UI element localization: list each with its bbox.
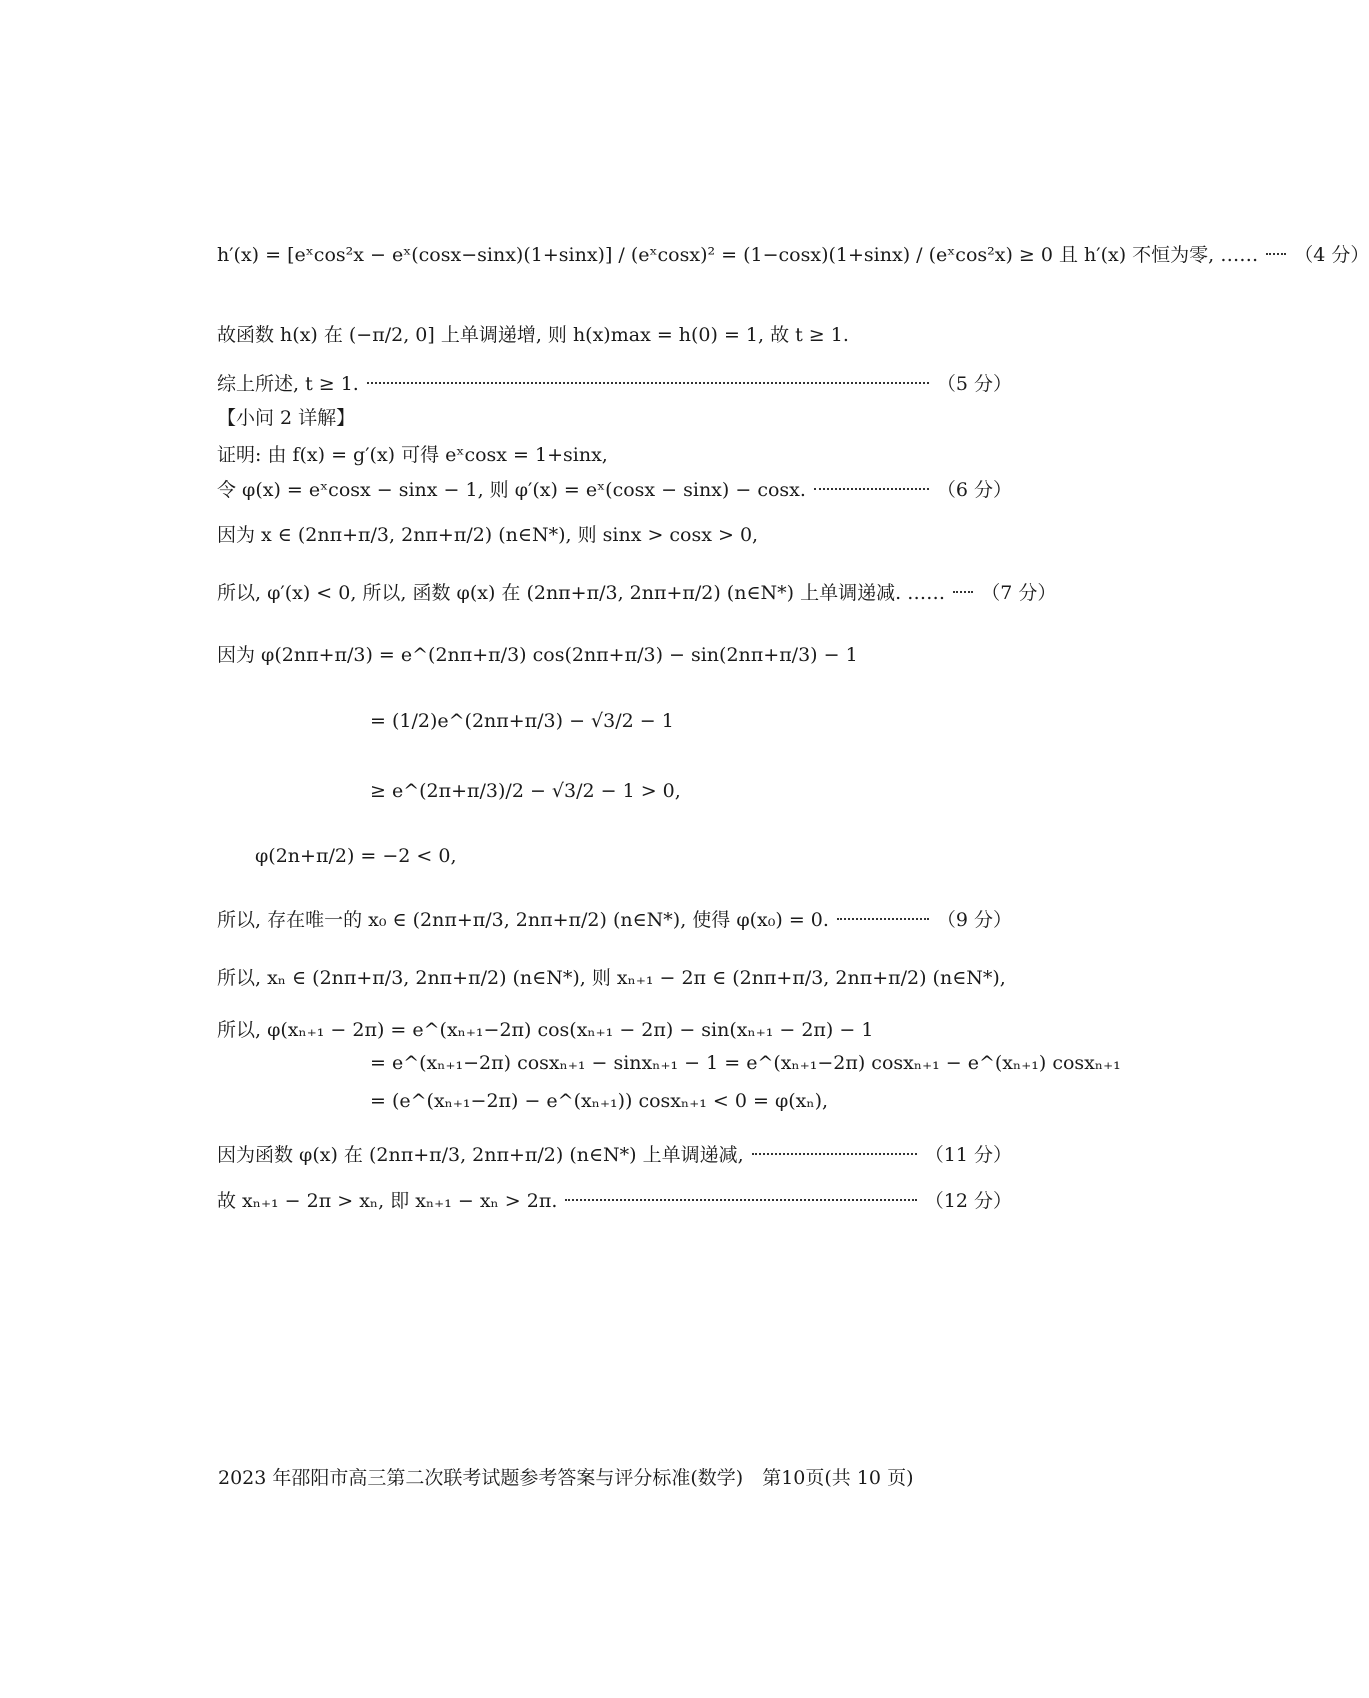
line-text: 故 xₙ₊₁ − 2π > xₙ, 即 xₙ₊₁ − xₙ > 2π. <box>217 1190 558 1212</box>
score-label: （11 分） <box>924 1144 1012 1166</box>
leader-dots <box>367 382 929 384</box>
heading-text: 【小问 2 详解】 <box>217 407 356 429</box>
line-interval-x <box>217 520 1012 547</box>
line-text: = (e^(xₙ₊₁−2π) − e^(xₙ₊₁)) cosxₙ₊₁ < 0 = φ(xₙ), <box>370 1090 829 1112</box>
line-text: 因为 x ∈ (2nπ+π/3, 2nπ+π/2) (n∈N*), 则 sinx > cosx > 0, <box>217 524 759 546</box>
score-label: （12 分） <box>924 1190 1012 1212</box>
line-text: = e^(xₙ₊₁−2π) cosxₙ₊₁ − sinxₙ₊₁ − 1 = e^(xₙ₊₁−2π) cosxₙ₊₁ − e^(xₙ₊₁) cosxₙ₊₁ <box>370 1052 1121 1074</box>
line-phi-shift <box>217 1015 1012 1042</box>
line-text: 所以, xₙ ∈ (2nπ+π/3, 2nπ+π/2) (n∈N*), 则 xₙ₊₁ − 2π ∈ (2nπ+π/3, 2nπ+π/2) (n∈N*), <box>217 967 1006 989</box>
leader-dots <box>953 591 973 593</box>
line-text: 因为 φ(2nπ+π/3) = e^(2nπ+π/3) cos(2nπ+π/3) − sin(2nπ+π/3) − 1 <box>217 644 858 666</box>
line-define-phi <box>217 475 1012 502</box>
line-phi-shift-expanded <box>370 1052 1121 1074</box>
line-text: ≥ e^(2π+π/3)/2 − √3/2 − 1 > 0, <box>370 780 681 802</box>
line-phi-right-negative <box>255 845 1050 867</box>
line-text: 因为函数 φ(x) 在 (2nπ+π/3, 2nπ+π/2) (n∈N*) 上单调递减, <box>217 1144 744 1166</box>
line-phi-shift-result <box>370 1090 1010 1112</box>
line-derivative-h <box>217 240 1369 267</box>
line-text: 综上所述, t ≥ 1. <box>217 373 359 395</box>
leader-dots <box>752 1153 917 1155</box>
line-text: 令 φ(x) = eˣcosx − sinx − 1, 则 φ′(x) = eˣ(cosx − sinx) − cosx. <box>217 479 806 501</box>
line-text: h′(x) = [eˣcos²x − eˣ(cosx−sinx)(1+sinx)] / (eˣcosx)² = (1−cosx)(1+sinx) / (eˣcos²x) ≥ 0 且 h′(x) 不恒为零, …… <box>217 244 1259 266</box>
leader-dots <box>1266 253 1286 255</box>
score-label: （5 分） <box>936 373 1012 395</box>
line-text: 故函数 h(x) 在 (−π/2, 0] 上单调递增, 则 h(x)max = h(0) = 1, 故 t ≥ 1. <box>217 324 849 346</box>
leader-dots <box>565 1199 916 1201</box>
line-phi-decreasing <box>217 578 1057 605</box>
line-monotonic-h <box>217 320 1012 347</box>
line-xn-interval <box>217 963 1012 990</box>
line-unique-root <box>217 905 1012 932</box>
line-text: = (1/2)e^(2nπ+π/3) − √3/2 − 1 <box>370 710 674 732</box>
line-text: 所以, φ′(x) < 0, 所以, 函数 φ(x) 在 (2nπ+π/3, 2nπ+π/2) (n∈N*) 上单调递减. …… <box>217 582 946 604</box>
leader-dots <box>837 918 929 920</box>
line-text: 证明: 由 f(x) = g′(x) 可得 eˣcosx = 1+sinx, <box>217 444 608 466</box>
line-conclusion-t <box>217 369 1012 396</box>
line-phi-left-value <box>217 640 1012 667</box>
score-label: （4 分） <box>1294 244 1369 266</box>
score-label: （9 分） <box>936 909 1012 931</box>
line-proof-start <box>217 440 1012 467</box>
line-text: φ(2n+π/2) = −2 < 0, <box>255 845 457 867</box>
page-footer: 2023 年邵阳市高三第二次联考试题参考答案与评分标准(数学) 第10页(共 10 页) <box>218 1467 914 1489</box>
score-label: （6 分） <box>936 479 1012 501</box>
line-phi-decreasing-again <box>217 1140 1012 1167</box>
line-final-conclusion <box>217 1186 1012 1213</box>
leader-dots <box>814 488 929 490</box>
line-text: 所以, φ(xₙ₊₁ − 2π) = e^(xₙ₊₁−2π) cos(xₙ₊₁ − 2π) − sin(xₙ₊₁ − 2π) − 1 <box>217 1019 874 1041</box>
line-phi-left-simplified <box>370 710 1010 732</box>
score-label: （7 分） <box>981 582 1057 604</box>
section-heading <box>217 403 1012 430</box>
line-phi-left-positive <box>370 780 1010 802</box>
line-text: 所以, 存在唯一的 x₀ ∈ (2nπ+π/3, 2nπ+π/2) (n∈N*), 使得 φ(x₀) = 0. <box>217 909 829 931</box>
